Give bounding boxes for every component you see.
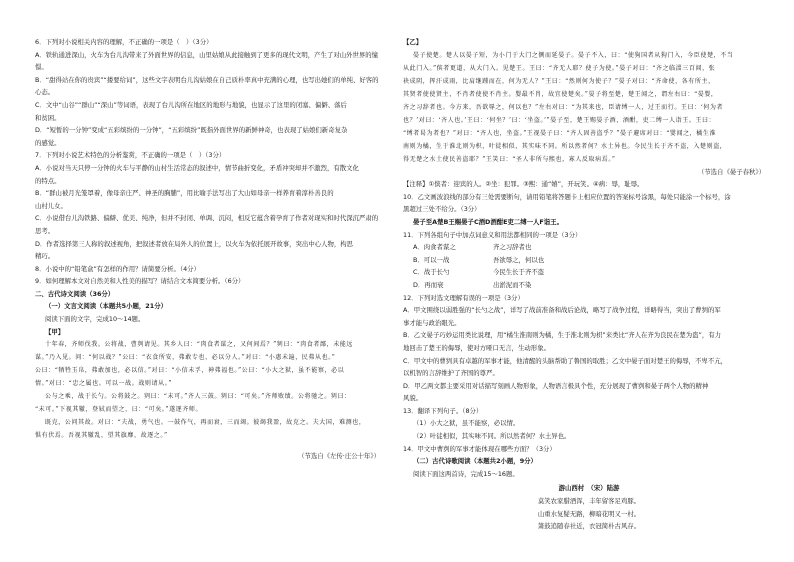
q7-option-a-cont: 的特点。 [35, 176, 61, 185]
passage-jia-line: 公曰：“牺牲玉帛，弗敢加也，必以信。”对曰：“小信未孚，神弗福也。”公曰：“小大之狱，虽不能察，必以 [35, 367, 345, 375]
poem-line: 山重水复疑无路，柳暗花明又一村。 [537, 509, 641, 518]
q7-option-c: C．小说借台儿沟铁路、偏僻、优美、纯净，但并不封闭、单调、沉闷，相反它蕴含着孕育了作者对现实和时代深沉严肃的 [35, 214, 379, 223]
passage-yi-source: （节选自《晏子春秋》） [697, 167, 765, 176]
left-column [35, 36, 390, 463]
q12-option-a-cont: 事才能与政治眼光。 [403, 318, 461, 327]
poem-line: 箫鼓追随春社近，衣冠简朴古风存。 [537, 522, 641, 531]
question-10: 10．乙文画波浪线的部分有三处需要断句，请用铅笔将答题卡上相应位置的答案标号涂黑，每处只能涂一个标号，涂 [403, 192, 731, 201]
passage-jia-source: （节选自《左传·庄公十年》） [298, 452, 380, 461]
section-2-heading: 二、古代诗文阅读（36分） [35, 289, 115, 298]
q12-option-d: D．甲乙两文都主要采用对话描写刻画人物形象，人物语言极具个性，充分展现了曹刿和晏子两个人物的精神 [403, 381, 709, 390]
q7-option-b: B．“群山被月光笼罩着，像母亲庄严、神圣的胸脯”，用比喻手法写出了大山如母亲一样养育着淳朴善良的 [35, 189, 334, 198]
q11-c-second: 今民生长于齐不盗 [493, 268, 545, 277]
q11-d-second: 出淤泥而不染 [493, 280, 532, 289]
q11-option-d [403, 279, 775, 292]
passage-yi-line: 齐之习辞者也。今方来，吾欲辱之，何以也？”左右对曰：“为其来也，臣请缚一人，过王而行。王曰：‘何为者 [403, 103, 724, 111]
passage-jia-line: 惧有伏焉。吾视其辙乱，望其旗靡，故逐之。” [35, 432, 168, 440]
q11-b-first: B．可以一战 [413, 255, 450, 264]
reading-instruction-2: 阅读下面这两首诗，完成15～16题。 [413, 469, 519, 478]
q12-option-b-cont: 地回击了楚王的侮辱，使对方哑口无言，生动形象。 [403, 343, 550, 352]
q11-a-first: A．肉食者谋之 [413, 243, 456, 252]
q7-option-b-cont: 山村儿女。 [35, 201, 67, 210]
q7-option-d-cont: 精巧。 [35, 252, 55, 261]
q6-option-b: B．“甜得站在你的贵宾”“搂要给词”，这些文字表明台儿沟姑娘在自己质朴率真中充满的心理，也写出她们的单纯、好客的 [35, 75, 379, 84]
passage-jia-line: 谋。”乃入见。问：“何以战？”公曰：“衣食所安，弗敢专也，必以分人。”对曰：“小惠未遍，民弗从也。” [35, 354, 336, 362]
passage-jia-line: 十年春，齐师伐我。公将战，曹刿请见。其乡人曰：“肉食者谋之，又何间焉？”刿曰：“肉食者鄙，未能远 [45, 341, 354, 349]
q6-option-d: D．“短暂的一分钟”变成“五彩缤纷的一分钟”，“五彩缤纷”既指外面世界的新鲜神奇，也表现了姑娘们新奇复杂 [35, 126, 348, 135]
passage-jia-line: “未可。”下视其辙，登轼而望之，曰：“可矣。”遂逐齐师。 [35, 406, 203, 414]
passage-jia-line: 公与之乘，战于长勺。公将鼓之。刿曰：“未可。”齐人三鼓。刿曰：“可矣。”齐师败绩。公将驰之。刿曰： [45, 393, 351, 401]
q11-option-c [403, 266, 775, 279]
q6-option-a-cont: 憬。 [35, 63, 48, 72]
q7-option-c-cont: 思考。 [35, 226, 55, 235]
q6-option-c-cont: 和贫困。 [35, 113, 61, 122]
question-8: 8．小说中的“铅笔盒”有怎样的作用？请简要分析。（4分） [35, 264, 200, 273]
right-column [403, 36, 775, 533]
q12-option-c: C．甲文中的曹刿具有卓越的军事才能，他清醒的头脑帮助了鲁国的取胜；乙文中晏子面对楚王的侮辱，不卑不亢， [403, 356, 727, 365]
passage-jia-line: 情。”对曰：“忠之属也。可以一战。战则请从。” [35, 380, 173, 388]
q11-c-first: C．战于长勺 [413, 268, 450, 277]
q12-option-b: B．乙文晏子巧妙运用类比说理，用“橘生淮南则为橘，生于淮北则为枳”来类比“齐人在齐为良民在楚为盗”，有力 [403, 331, 721, 340]
question-10-cont: 黑超过三处不给分。（3分） [403, 205, 481, 214]
q11-b-second: 吾欲辱之，何以也 [493, 255, 545, 264]
question-6-stem: 6．下列对小说相关内容的理解，不正确的一项是（ ）（3分） [35, 38, 213, 46]
passage-yi-line: “缚者曷为者也？”对曰：“齐人也，坐盗。”王视晏子曰：“齐人固善盗乎？”晏子避席对曰：“婴闻之，橘生淮 [403, 129, 717, 137]
q11-d-first: D．再而衰 [413, 280, 444, 289]
reading-instruction-1: 阅读下面的文字，完成10～14题。 [45, 315, 145, 324]
q6-option-a: A．铁轨通进深山，火车为台儿沟带来了外面世界的信息，山里姑娘从此接触到了更多的现代文明，产生了对山外世界的憧 [35, 50, 379, 59]
q7-option-d: D．作者选择第三人称的叙述视角，把叙述者放在局外人的位置上，以火车为依托展开故事，突出中心人物，构思 [35, 239, 354, 248]
q11-a-second: 齐之习辞者也 [493, 243, 532, 252]
q12-option-a: A．甲文围绕以弱胜强的“长勺之战”，详写了战前准备和战后论战，略写了战争过程，详略得当，突出了曹刿的军 [403, 306, 721, 315]
q6-option-b-cont: 心态。 [35, 88, 55, 97]
passage-yi-line: 南则为橘，生于淮北则为枳，叶徒相似，其实味不同。所以然者何？水土异也。今民生长于齐不盗，入楚则盗， [403, 142, 727, 150]
passage-jia-line: 既克，公问其故。对曰：“夫战，勇气也。一鼓作气，再而衰，三而竭。彼竭我盈，故克之。夫大国，难测也， [45, 419, 366, 427]
poem-line: 莫笑农家腊酒浑，丰年留客足鸡豚。 [537, 497, 641, 506]
question-9: 9．如何理解本文对自然美和人性美的描写？请结合文本简要分析。（6分） [35, 277, 245, 286]
question-14: 14．甲文中曹刿的军事才能体现在哪些方面？（3分） [403, 444, 556, 453]
passage-yi-line: 从此门入。”傧者更道，从大门入。见楚王。王曰：“齐无人耶？使子为使。”晏子对曰：“齐之临淄三百闾，张 [403, 64, 716, 72]
q7-option-a: A．小说对当天只停一分钟的火车与平静的山村生活常态的叙述中，情节曲折变化，矛盾冲突却并不激烈，有散文化 [35, 163, 359, 172]
q11-option-b [403, 254, 775, 267]
question-13: 13．翻译下列句子。（8分） [403, 406, 483, 415]
poem-title: 游山西村 （宋）陆游 [558, 484, 620, 493]
subsection-classical-prose: （一）文言文阅读（本题共5小题，21分） [45, 302, 167, 311]
question-10-sentence: 晏子至A楚B王赐晏子C酒D酒酣E吏二缚一人F诣王。 [413, 217, 563, 226]
passage-yi-line: 其贤者使使贤主，不肖者使使不肖主。婴最不肖，故宜使楚矣。”晏子将至楚，楚王闻之，谓左右曰：“晏婴， [403, 90, 718, 98]
question-11: 11．下列各组句子中加点词意义和用法都相同的一项是（3分） [403, 230, 582, 239]
q6-option-d-cont: 的感觉。 [35, 138, 61, 147]
subsection-poetry: （二）古代诗歌阅读（本题共2小题，9分） [413, 457, 537, 466]
q11-option-a [403, 241, 775, 254]
q12-option-c-cont: 以机智的言辞维护了齐国的尊严。 [403, 369, 499, 378]
q13-item-2: （2）叶徒相似，其实味不同。所以然者何？水土异也。 [413, 432, 571, 441]
question-12: 12．下列对选文理解有误的一项是（3分） [403, 293, 524, 302]
passage-yi-line: 袂成阴，挥汗成雨，比肩继踵而在，何为无人？”王曰：“然则何为使子？”晏子对曰：“齐命使，各有所主， [403, 77, 715, 85]
q6-option-c: C．文中“山谷”“群山”“深山”等词语，表现了台儿沟所在地区的地形与地貌，也显示了这里的闭塞、偏僻、落后 [35, 100, 347, 109]
passage-yi-line: 得无楚之水土使民善盗耶？”王笑曰：“圣人非所与熙也，寡人反取病焉。” [403, 155, 616, 163]
annotation-note: 【注释】①傧者：迎宾的人。②坐：犯罪。③熙：通“嬉”，开玩笑。④病：辱，耻辱。 [403, 180, 644, 189]
passage-yi-label: 【乙】 [403, 38, 423, 46]
passage-yi-line: 也？’对曰：‘齐人也。’王曰：‘何坐？’曰：‘坐盗。’”晏子至，楚王赐晏子酒，酒酣，吏二缚一人诣王。王曰： [403, 116, 716, 124]
passage-yi-line: 晏子使楚。楚人以晏子短，为小门于大门之侧而延晏子。晏子不入，曰：“使狗国者从狗门入，今臣使楚，不当 [413, 51, 734, 59]
q12-option-d-cont: 风貌。 [403, 394, 423, 403]
passage-jia-label: 【甲】 [45, 327, 65, 336]
question-7-stem: 7．下列对小说艺术特色的分析鉴赏，不正确的一项是（ ）（3分） [35, 151, 226, 160]
q13-item-1: （1）小大之狱，虽不能察，必以情。 [413, 419, 520, 428]
